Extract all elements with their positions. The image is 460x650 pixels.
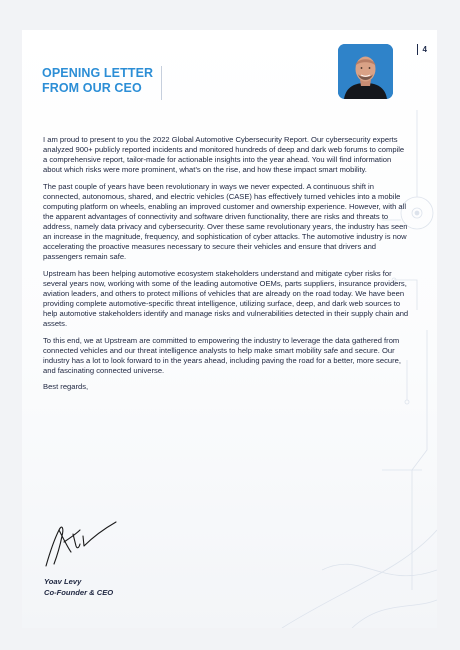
signer-name: Yoav Levy [44, 577, 82, 586]
signer-role: Co-Founder & CEO [44, 588, 114, 597]
letter-body [43, 135, 409, 399]
paragraph: To this end, we at Upstream are committed to empowering the industry to leverage the data gathered from connected vehicles and our threat intelligence analysts to help make smart mobility safe and secure. Our industry has a lot to look forward to in the years ahead, including paving the road for a better, more secure, and fascinating connected universe. [43, 335, 401, 375]
ceo-portrait-icon [338, 44, 393, 99]
handwritten-signature [40, 500, 120, 570]
page-number-label: 4 [422, 45, 427, 54]
paragraph: The past couple of years have been revolutionary in ways we never expected. A continuous shift in connected, autonomous, shared, and electric vehicles (CASE) has effectively turned vehicles into a mobile computing platform on wheels, enabling an improved customer and ownership experience. However, with all the apparent advantages of connectivity and software driven functionality, there are risks and threats to address, namely data privacy and cybersecurity. Over these same revolutionary years, the industry has seen an increase in the magnitude, frequency, and sophistication of cyber attacks. The automotive industry is now accelerating the proactive measures necessary to secure their vehicles and ensure that drivers and passengers remain safe. [43, 181, 408, 262]
page-number [417, 44, 427, 55]
signer-block [44, 576, 113, 598]
page-number-divider [417, 44, 418, 55]
paragraph: Upstream has been helping automotive ecosystem stakeholders understand and mitigate cyber risks for several years now, working with some of the leading automotive OEMs, parts suppliers, insurance providers, aviation leaders, and others to protect millions of vehicles that are already on the road today. We have been providing complete automotive-specific threat intelligence, utilizing surface, deep, and dark web sources to help automotive stakeholders identify and manage risks and vulnerabilities detected in their supply chain and assets. [43, 268, 409, 329]
closing-line: Best regards, [43, 382, 89, 392]
page-title: OPENING LETTER FROM OUR CEO [42, 66, 154, 95]
ceo-photo [338, 44, 393, 99]
paragraph: I am proud to present to you the 2022 Global Automotive Cybersecurity Report. Our cybersecurity experts analyzed 900+ publicly reported incidents and monitored hundreds of deep and dark web forums to compile a comprehensive report, tailor-made for actionable insights into the year ahead. You will find information about which risks were more prominent, what’s on the rise, and how these impact smart mobility. [43, 135, 405, 175]
report-page [22, 30, 437, 628]
